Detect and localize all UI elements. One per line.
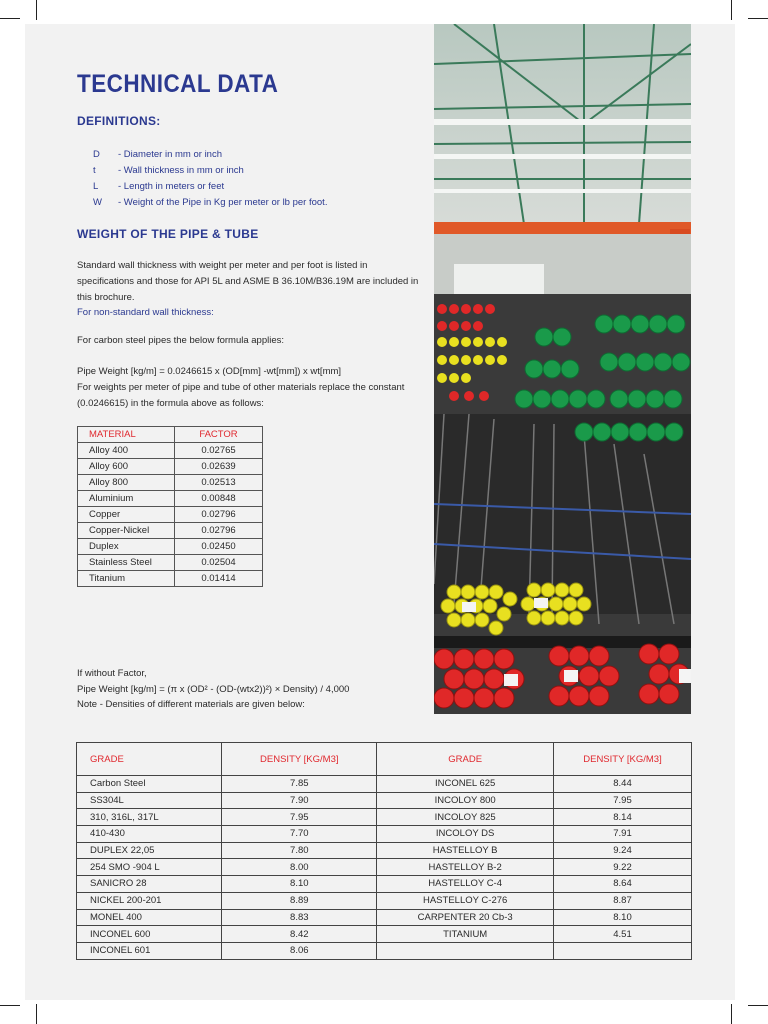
table-row: [78, 443, 263, 459]
table-row: [77, 876, 692, 893]
table-row: [77, 909, 692, 926]
grade-cell: SANICRO 28: [77, 876, 222, 893]
no-factor-formula: Pipe Weight [kg/m] = (π x (OD² - (OD-(wtx2))²) × Density) / 4,000: [77, 684, 350, 695]
density-cell: 9.24: [554, 842, 692, 859]
factor-cell: 0.02450: [175, 539, 263, 555]
density-cell: 8.44: [554, 776, 692, 793]
grade-cell: INCONEL 625: [377, 776, 554, 793]
table-row: [78, 539, 263, 555]
crop-mark: [748, 1005, 768, 1006]
density-cell: 7.70: [222, 826, 377, 843]
definition-item: [93, 163, 327, 179]
table-row: [77, 809, 692, 826]
material-cell: Stainless Steel: [78, 555, 175, 571]
crop-mark: [36, 1004, 37, 1024]
table-row: [78, 523, 263, 539]
crop-mark: [36, 0, 37, 20]
factor-cell: 0.02765: [175, 443, 263, 459]
density-cell: 8.10: [222, 876, 377, 893]
factor-cell: 0.00848: [175, 491, 263, 507]
crop-mark: [748, 18, 768, 19]
grade-cell: INCOLOY 800: [377, 792, 554, 809]
density-cell: 8.89: [222, 892, 377, 909]
grade-cell: SS304L: [77, 792, 222, 809]
definition-text: - Diameter in mm or inch: [118, 149, 222, 160]
warehouse-illustration: [434, 24, 691, 714]
table-header-row: [77, 743, 692, 776]
density-cell: 7.80: [222, 842, 377, 859]
grade-cell: MONEL 400: [77, 909, 222, 926]
density-cell: 8.64: [554, 876, 692, 893]
definition-item: [93, 147, 327, 163]
crop-mark: [0, 18, 20, 19]
material-cell: Copper-Nickel: [78, 523, 175, 539]
grade-cell: TITANIUM: [377, 926, 554, 943]
density-cell: 8.00: [222, 859, 377, 876]
factor-cell: 0.02504: [175, 555, 263, 571]
table-row: [78, 571, 263, 587]
density-cell: 8.06: [222, 942, 377, 959]
grade-cell: INCONEL 600: [77, 926, 222, 943]
factor-cell: 0.02796: [175, 523, 263, 539]
density-cell: [554, 942, 692, 959]
density-table: [76, 742, 692, 960]
definition-key: t: [93, 165, 96, 176]
grade-cell: HASTELLOY B: [377, 842, 554, 859]
material-cell: Duplex: [78, 539, 175, 555]
table-row: [77, 776, 692, 793]
density-table-body: [77, 776, 692, 960]
definitions-list: [93, 147, 327, 211]
material-cell: Titanium: [78, 571, 175, 587]
table-row: [77, 826, 692, 843]
table-row: [77, 942, 692, 959]
factor-cell: 0.02513: [175, 475, 263, 491]
density-note: Note - Densities of different materials are given below:: [77, 699, 305, 710]
table-row: [77, 792, 692, 809]
definition-item: [93, 195, 327, 211]
density-cell: 7.95: [554, 792, 692, 809]
definition-key: D: [93, 149, 100, 160]
density-header: DENSITY [KG/M3]: [554, 743, 692, 776]
grade-header: GRADE: [377, 743, 554, 776]
table-row: [78, 507, 263, 523]
table-row: [77, 926, 692, 943]
table-row: [78, 491, 263, 507]
grade-cell: DUPLEX 22,05: [77, 842, 222, 859]
density-cell: 8.83: [222, 909, 377, 926]
definition-key: L: [93, 181, 99, 192]
table-row: [78, 459, 263, 475]
grade-cell: CARPENTER 20 Cb-3: [377, 909, 554, 926]
formula-text: Pipe Weight [kg/m] = 0.0246615 x (OD[mm] -wt[mm]) x wt[mm]: [77, 366, 342, 377]
definition-item: [93, 179, 327, 195]
grade-cell: INCOLOY DS: [377, 826, 554, 843]
factor-cell: 0.01414: [175, 571, 263, 587]
material-factor-table: [77, 426, 263, 587]
no-factor-intro: If without Factor,: [77, 668, 147, 679]
non-standard-label: For non-standard wall thickness:: [77, 307, 214, 318]
grade-cell: 254 SMO -904 L: [77, 859, 222, 876]
density-cell: 7.95: [222, 809, 377, 826]
density-cell: 4.51: [554, 926, 692, 943]
definition-text: - Weight of the Pipe in Kg per meter or lb per foot.: [118, 197, 328, 208]
weight-intro: Standard wall thickness with weight per meter and per foot is listed in specifications and those for API 5L and ASME B 36.10M/B36.19M are included in this brochure.: [77, 260, 419, 303]
other-materials-note: For weights per meter of pipe and tube of other materials replace the constant (0.0246615) in the formula above as follows:: [77, 382, 405, 409]
density-cell: 7.85: [222, 776, 377, 793]
density-cell: 8.14: [554, 809, 692, 826]
material-cell: Aluminium: [78, 491, 175, 507]
material-cell: Copper: [78, 507, 175, 523]
table-row: [78, 555, 263, 571]
material-cell: Alloy 400: [78, 443, 175, 459]
grade-cell: INCOLOY 825: [377, 809, 554, 826]
density-cell: 8.42: [222, 926, 377, 943]
density-cell: 8.87: [554, 892, 692, 909]
crop-mark: [731, 0, 732, 20]
weight-heading: WEIGHT OF THE PIPE & TUBE: [77, 227, 259, 241]
grade-cell: [377, 942, 554, 959]
density-cell: 7.90: [222, 792, 377, 809]
grade-cell: NICKEL 200-201: [77, 892, 222, 909]
material-cell: Alloy 600: [78, 459, 175, 475]
pipe-warehouse-photo: [434, 24, 691, 714]
page-title: TECHNICAL DATA: [77, 70, 279, 98]
grade-cell: 310, 316L, 317L: [77, 809, 222, 826]
density-table-wrapper: [76, 742, 692, 960]
density-header: DENSITY [KG/M3]: [222, 743, 377, 776]
table-row: [78, 475, 263, 491]
factor-cell: 0.02639: [175, 459, 263, 475]
table-row: [77, 842, 692, 859]
factor-cell: 0.02796: [175, 507, 263, 523]
density-cell: 7.91: [554, 826, 692, 843]
density-cell: 8.10: [554, 909, 692, 926]
grade-header: GRADE: [77, 743, 222, 776]
table-row: [77, 892, 692, 909]
crop-mark: [731, 1004, 732, 1024]
grade-cell: HASTELLOY B-2: [377, 859, 554, 876]
table-row: [77, 859, 692, 876]
grade-cell: 410-430: [77, 826, 222, 843]
crop-mark: [0, 1005, 20, 1006]
definitions-heading: DEFINITIONS:: [77, 114, 161, 128]
grade-cell: INCONEL 601: [77, 942, 222, 959]
material-cell: Alloy 800: [78, 475, 175, 491]
table-header-row: [78, 427, 263, 443]
material-header: MATERIAL: [78, 427, 175, 443]
carbon-note: For carbon steel pipes the below formula applies:: [77, 335, 285, 346]
grade-cell: HASTELLOY C-4: [377, 876, 554, 893]
density-cell: 9.22: [554, 859, 692, 876]
definition-key: W: [93, 197, 102, 208]
definition-text: - Wall thickness in mm or inch: [118, 165, 244, 176]
definition-text: - Length in meters or feet: [118, 181, 225, 192]
factor-header: FACTOR: [175, 427, 263, 443]
grade-cell: HASTELLOY C-276: [377, 892, 554, 909]
grade-cell: Carbon Steel: [77, 776, 222, 793]
